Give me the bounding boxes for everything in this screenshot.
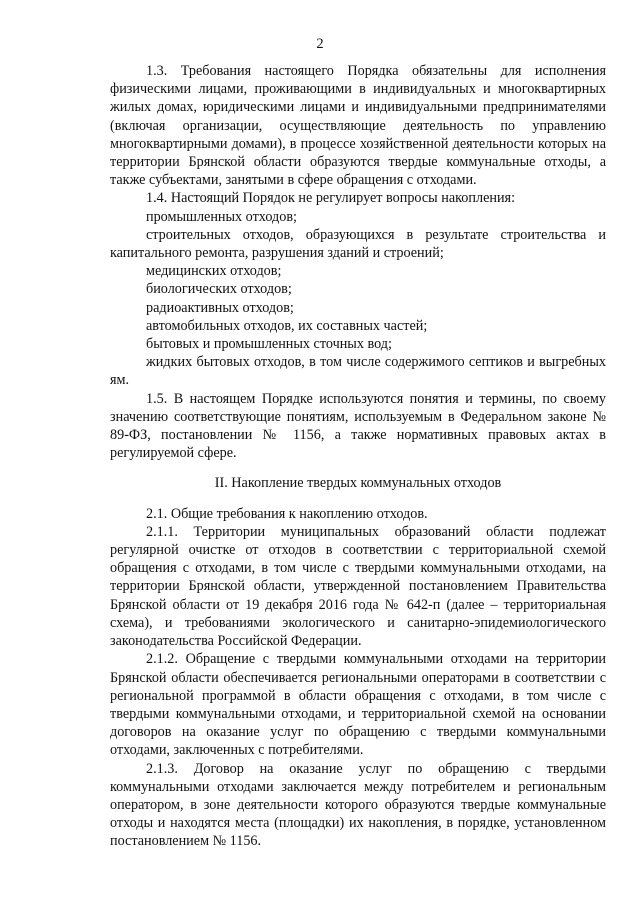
list-item: автомобильных отходов, их составных частей; xyxy=(146,317,428,334)
list-item: промышленных отходов; xyxy=(146,208,297,225)
document-body xyxy=(110,62,606,851)
paragraph-2-1-2: 2.1.2. Обращение с твердыми коммунальными отходами на территории Брянской области обеспечивается региональными операторами в соответствии с региональной программой в области обращения с отходами, в том числе с твердыми коммунальными отходами, и территориальной схемой на основании договоров на оказание услуг по обращению с твердыми коммунальными отходами, заключенных с потребителями. xyxy=(110,651,606,759)
section-heading: II. Накопление твердых коммунальных отходов xyxy=(214,475,502,492)
paragraph-1-5: 1.5. В настоящем Порядке используются понятия и термины, по своему значению соответствующие понятиям, используемым в Федеральном законе № 89-ФЗ, постановлении № 1156, а также нормативных правовых актах в регулируемой сфере. xyxy=(110,390,606,462)
list-item: строительных отходов, образующихся в результате строительства и капитального ремонта, разрушения зданий и строений; xyxy=(110,226,606,262)
paragraph-2-1-1: 2.1.1. Территории муниципальных образований области подлежат регулярной очистке от отходов в соответствии с территориальной схемой обращения с отходами, в том числе с твердыми коммунальными отходами, на территории Брянской области, утвержденной постановлением Правительства Брянской области от 19 декабря 2016 года № 642-п (далее – территориальная схема), и требованиями экологического и санитарно-эпидемиологического законодательства Российской Федерации. xyxy=(110,523,606,650)
list-item: жидких бытовых отходов, в том числе содержимого септиков и выгребных ям. xyxy=(110,354,606,389)
paragraph-2-1-3: 2.1.3. Договор на оказание услуг по обращению с твердыми коммунальными отходами заключается между потребителем и региональным оператором, в зоне деятельности которого образуются твердые коммунальные отходы и находятся места (площадки) их накопления, в порядке, установленном постановлением № 1156. xyxy=(110,760,606,850)
list-item: медицинских отходов; xyxy=(146,263,282,280)
list-item: радиоактивных отходов; xyxy=(146,299,294,316)
page-number: 2 xyxy=(316,36,324,52)
list-item: бытовых и промышленных сточных вод; xyxy=(146,336,392,353)
list-item: биологических отходов; xyxy=(146,281,292,298)
paragraph-1-4: 1.4. Настоящий Порядок не регулирует вопросы накопления: xyxy=(146,190,516,207)
paragraph-1-3: 1.3. Требования настоящего Порядка обязательны для исполнения физическими лицами, проживающими в индивидуальных и многоквартирных жилых домах, юридическими лицами и индивидуальными предпринимателями (включая организации, осуществляющие деятельность по управлению многоквартирными домами), в процессе хозяйственной деятельности которых на территории Брянской области образуются твердые коммунальные отходы, а также субъектами, занятыми в сфере обращения с отходами. xyxy=(110,63,606,189)
paragraph-2-1: 2.1. Общие требования к накоплению отходов. xyxy=(146,505,428,522)
